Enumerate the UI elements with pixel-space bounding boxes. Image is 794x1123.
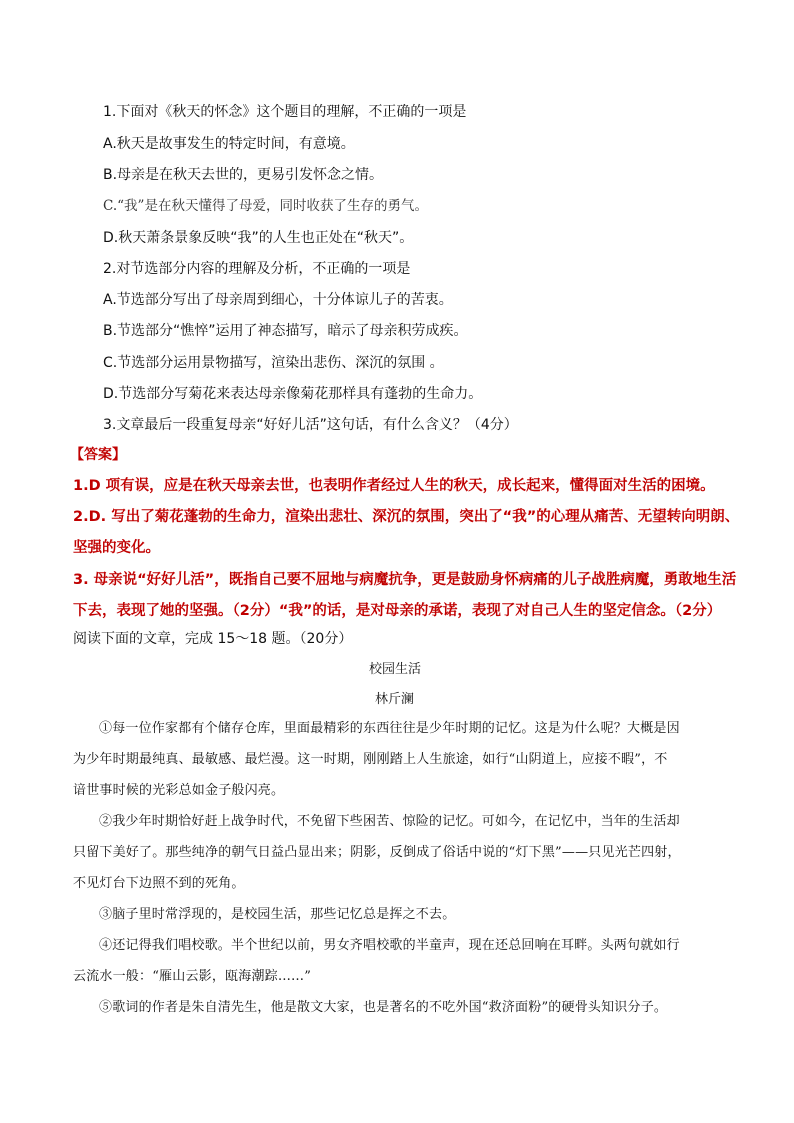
paragraph-1-line-3: 谙世事时候的光彩总如金子般闪亮。 — [73, 783, 285, 798]
question-2-option-c: C.节选部分运用景物描写，渲染出悲伤、深沉的氛围 。 — [103, 355, 444, 371]
paragraph-1-line-1: ①每一位作家都有个储存仓库，里面最精彩的东西往往是少年时期的记忆。这是为什么呢？大概是因 — [99, 721, 680, 736]
paragraph-4-line-2: 云流水一般：“雁山云影，瓯海潮踪……” — [73, 969, 312, 984]
answer-2-line-1: 2.D. 写出了菊花蓬勃的生命力，渲染出悲壮、深沉的氛围，突出了“我”的心理从痛苦、无望转向明朗、 — [73, 509, 740, 525]
question-1: 1.下面对《秋天的怀念》这个题目的理解，不正确的一项是 — [103, 104, 467, 120]
paragraph-2-line-1: ②我少年时期恰好赶上战争时代，不免留下些困苦、惊险的记忆。可如今，在记忆中，当年的生活却 — [99, 814, 680, 829]
paragraph-1-line-2: 为少年时期最纯真、最敏感、最烂漫。这一时期，刚刚踏上人生旅途，如行“山阴道上，应接不暇”，不 — [73, 752, 668, 767]
paragraph-2-line-3: 不见灯台下边照不到的死角。 — [73, 876, 245, 891]
question-2: 2.对节选部分内容的理解及分析，不正确的一项是 — [103, 261, 411, 277]
reading-instructions: 阅读下面的文章，完成 15～18 题。（20分） — [73, 631, 353, 647]
question-1-option-d: D.秋天萧条景象反映“我”的人生也正处在“秋天”。 — [103, 230, 414, 246]
question-2-option-b: B.节选部分“憔悴”运用了神态描写，暗示了母亲积劳成疾。 — [103, 323, 468, 339]
question-1-option-c: C.“我”是在秋天懂得了母爱，同时收获了生存的勇气。 — [103, 198, 428, 214]
question-2-option-d: D.节选部分写菊花来表达母亲像菊花那样具有蓬勃的生命力。 — [103, 386, 483, 402]
article-title: 校园生活 — [369, 662, 422, 677]
answer-1: 1.D 项有误，应是在秋天母亲去世，也表明作者经过人生的秋天，成长起来，懂得面对生活的困境。 — [73, 478, 715, 494]
answer-heading: 【答案】 — [70, 447, 126, 463]
paragraph-5: ⑤歌词的作者是朱自清先生，他是散文大家，也是著名的不吃外国“救济面粉”的硬骨头知识分子。 — [99, 1000, 668, 1015]
answer-3-line-1: 3. 母亲说“好好儿活”，既指自己要不屈地与病魔抗争，更是鼓励身怀病痛的儿子战胜病魔，勇敢地生活 — [73, 572, 737, 588]
answer-2-line-2: 坚强的变化。 — [73, 540, 160, 556]
question-1-option-a: A.秋天是故事发生的特定时间，有意境。 — [103, 136, 355, 152]
paragraph-3: ③脑子里时常浮现的，是校园生活，那些记忆总是挥之不去。 — [99, 907, 456, 922]
answer-3-line-2: 下去，表现了她的坚强。（2分）“我”的话，是对母亲的承诺，表现了对自己人生的坚定信念。（2分） — [73, 603, 722, 619]
question-2-option-a: A.节选部分写出了母亲周到细心，十分体谅儿子的苦衷。 — [103, 292, 453, 308]
question-3: 3.文章最后一段重复母亲“好好儿活”这句话，有什么含义？（4分） — [103, 417, 518, 433]
article-author: 林斤澜 — [375, 692, 415, 707]
question-1-option-b: B.母亲是在秋天去世的，更易引发怀念之情。 — [103, 167, 384, 183]
paragraph-2-line-2: 只留下美好了。那些纯净的朝气日益凸显出来；阴影，反倒成了俗话中说的“灯下黑”——只见光芒四射， — [73, 845, 681, 860]
paragraph-4-line-1: ④还记得我们唱校歌。半个世纪以前，男女齐唱校歌的半童声，现在还总回响在耳畔。头两句就如行 — [99, 938, 680, 953]
